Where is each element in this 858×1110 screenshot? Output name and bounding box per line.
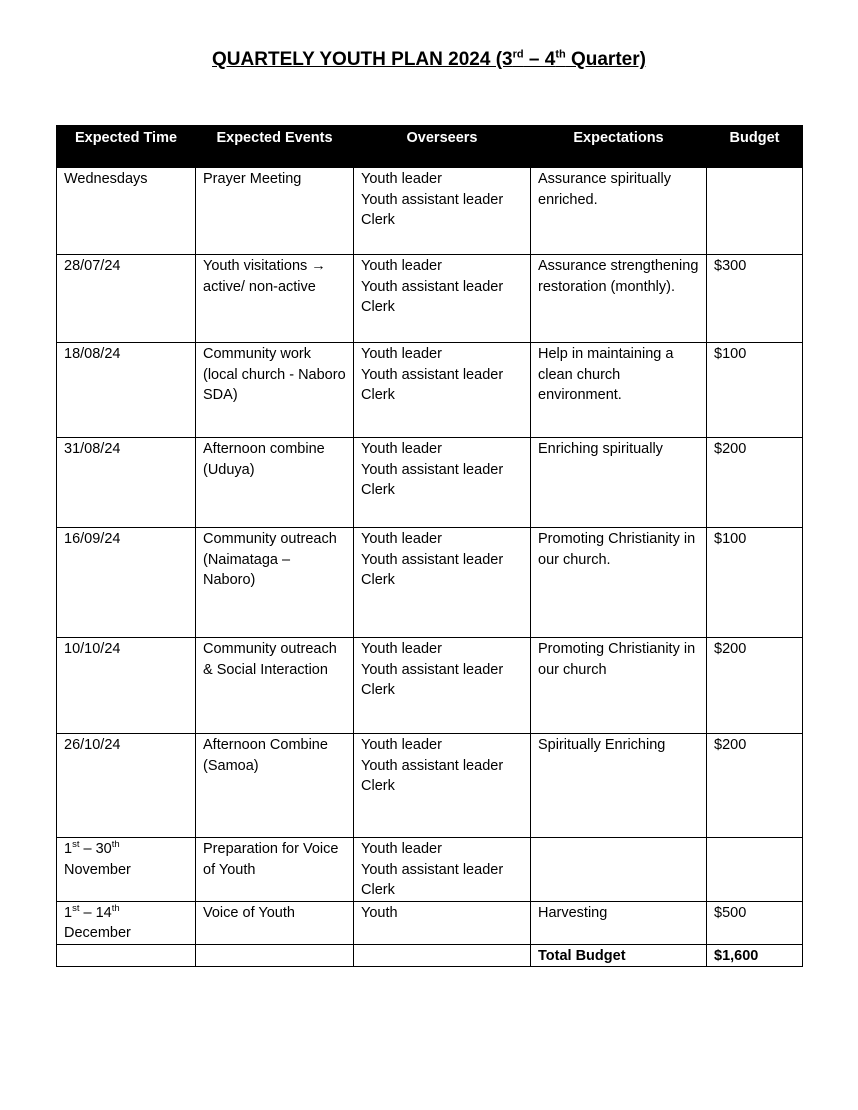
table-row xyxy=(57,901,803,944)
header-expected-events: Expected Events xyxy=(196,126,354,168)
cell-event: Afternoon Combine (Samoa) xyxy=(196,734,354,838)
cell-overseers: Youth leader Youth assistant leader Clerk xyxy=(354,255,531,343)
cell-overseers: Youth leader Youth assistant leader Clerk xyxy=(354,168,531,255)
header-overseers: Overseers xyxy=(354,126,531,168)
cell-budget: $300 xyxy=(707,255,803,343)
cell-time: 1st – 14th December xyxy=(57,901,196,944)
table-header-row xyxy=(57,126,803,168)
table-row xyxy=(57,168,803,255)
table-row xyxy=(57,343,803,438)
cell-budget: $100 xyxy=(707,528,803,638)
table-row xyxy=(57,734,803,838)
cell-budget: $200 xyxy=(707,438,803,528)
total-budget-value: $1,600 xyxy=(707,944,803,967)
header-expected-time: Expected Time xyxy=(57,126,196,168)
cell-expectations: Enriching spiritually xyxy=(531,438,707,528)
total-row xyxy=(57,944,803,967)
cell-overseers: Youth xyxy=(354,901,531,944)
cell-expectations: Harvesting xyxy=(531,901,707,944)
cell-time: 28/07/24 xyxy=(57,255,196,343)
cell-empty xyxy=(57,944,196,967)
cell-overseers: Youth leader Youth assistant leader Clerk xyxy=(354,438,531,528)
cell-expectations xyxy=(531,838,707,902)
table-row xyxy=(57,838,803,902)
cell-expectations: Spiritually Enriching xyxy=(531,734,707,838)
cell-overseers: Youth leader Youth assistant leader Clerk xyxy=(354,528,531,638)
cell-time: 1st – 30th November xyxy=(57,838,196,902)
cell-event: Voice of Youth xyxy=(196,901,354,944)
cell-event: Community outreach (Naimataga – Naboro) xyxy=(196,528,354,638)
cell-time: 10/10/24 xyxy=(57,638,196,734)
cell-time: 31/08/24 xyxy=(57,438,196,528)
cell-event: Afternoon combine (Uduya) xyxy=(196,438,354,528)
table-row xyxy=(57,438,803,528)
cell-expectations: Promoting Christianity in our church. xyxy=(531,528,707,638)
cell-event: Youth visitations → active/ non-active xyxy=(196,255,354,343)
table-row xyxy=(57,255,803,343)
header-expectations: Expectations xyxy=(531,126,707,168)
cell-budget: $200 xyxy=(707,638,803,734)
cell-budget xyxy=(707,838,803,902)
cell-budget: $100 xyxy=(707,343,803,438)
youth-plan-table xyxy=(56,125,803,967)
cell-time: 18/08/24 xyxy=(57,343,196,438)
header-budget: Budget xyxy=(707,126,803,168)
cell-empty xyxy=(196,944,354,967)
cell-expectations: Assurance spiritually enriched. xyxy=(531,168,707,255)
cell-event: Community work (local church - Naboro SDA) xyxy=(196,343,354,438)
cell-budget xyxy=(707,168,803,255)
cell-expectations: Help in maintaining a clean church environment. xyxy=(531,343,707,438)
cell-event: Prayer Meeting xyxy=(196,168,354,255)
cell-overseers: Youth leader Youth assistant leader Clerk xyxy=(354,343,531,438)
cell-budget: $500 xyxy=(707,901,803,944)
total-budget-label: Total Budget xyxy=(531,944,707,967)
cell-time: Wednesdays xyxy=(57,168,196,255)
document-title: QUARTELY YOUTH PLAN 2024 (3rd – 4th Quarter) xyxy=(212,48,646,70)
table-row xyxy=(57,528,803,638)
cell-empty xyxy=(354,944,531,967)
cell-expectations: Assurance strengthening restoration (monthly). xyxy=(531,255,707,343)
cell-overseers: Youth leader Youth assistant leader Clerk xyxy=(354,838,531,902)
cell-time: 26/10/24 xyxy=(57,734,196,838)
cell-event: Community outreach & Social Interaction xyxy=(196,638,354,734)
table-row xyxy=(57,638,803,734)
cell-expectations: Promoting Christianity in our church xyxy=(531,638,707,734)
cell-budget: $200 xyxy=(707,734,803,838)
cell-time: 16/09/24 xyxy=(57,528,196,638)
cell-event: Preparation for Voice of Youth xyxy=(196,838,354,902)
cell-overseers: Youth leader Youth assistant leader Clerk xyxy=(354,638,531,734)
cell-overseers: Youth leader Youth assistant leader Clerk xyxy=(354,734,531,838)
